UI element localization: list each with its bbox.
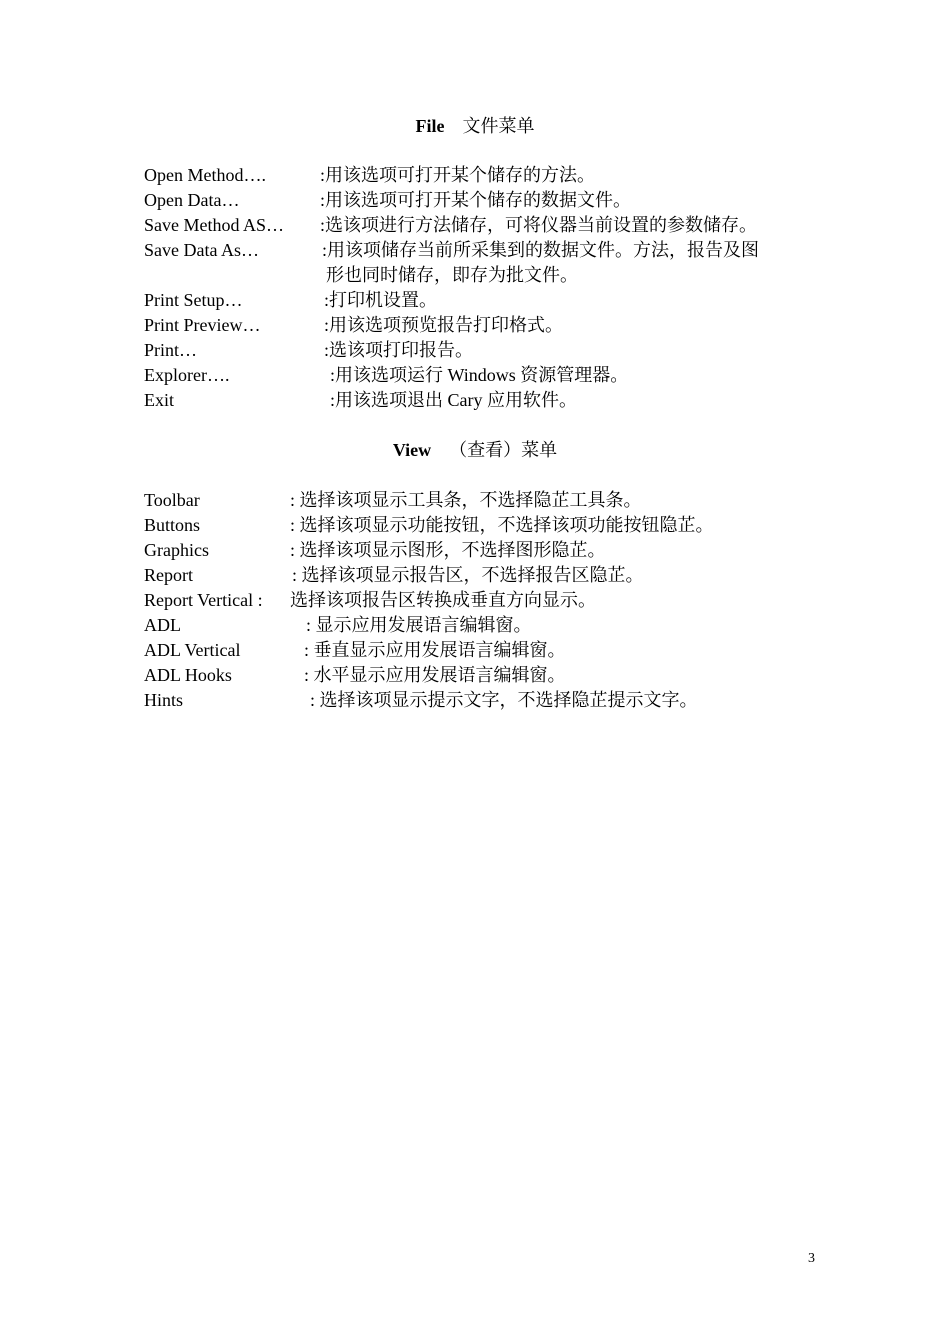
item-term: ADL Vertical <box>144 640 241 660</box>
item-description: :用该选项预览报告打印格式。 <box>324 315 563 335</box>
item-description: : 选择该项显示图形，不选择图形隐芷。 <box>290 540 606 560</box>
item-description: :选该项打印报告。 <box>324 340 474 360</box>
item-description: :选该项进行方法储存，可将仪器当前设置的参数储存。 <box>320 215 757 235</box>
item-term: Buttons <box>144 515 201 535</box>
item-term: Hints <box>144 690 184 710</box>
view-heading-zh: （查看）菜单 <box>449 440 558 460</box>
view-heading-en: View <box>392 440 432 460</box>
item-term: Toolbar <box>144 490 200 510</box>
page-number: 3 <box>808 1251 815 1266</box>
item-description: : 显示应用发展语言编辑窗。 <box>306 615 532 635</box>
item-description: : 选择该项显示提示文字，不选择隐芷提示文字。 <box>310 690 698 710</box>
item-description: : 垂直显示应用发展语言编辑窗。 <box>304 640 566 660</box>
item-term: Exit <box>144 390 174 410</box>
item-description: :用该选项可打开某个储存的数据文件。 <box>320 190 631 210</box>
item-description: :用该选项退出 Cary 应用软件。 <box>330 390 577 410</box>
item-description: :用该选项可打开某个储存的方法。 <box>320 165 595 185</box>
item-term: Save Data As… <box>144 240 259 260</box>
item-description: :用该选项运行 Windows 资源管理器。 <box>330 365 629 385</box>
item-term: Print… <box>144 340 198 360</box>
item-term: Graphics <box>144 540 209 560</box>
item-description: :用该项储存当前所采集到的数据文件。方法，报告及图 <box>322 240 759 260</box>
item-term: ADL Hooks <box>144 665 232 685</box>
item-description: : 水平显示应用发展语言编辑窗。 <box>304 665 566 685</box>
item-term: Report Vertical : <box>144 590 263 610</box>
item-description: : 选择该项显示功能按钮，不选择该项功能按钮隐芷。 <box>290 515 714 535</box>
item-term: Save Method AS… <box>144 215 285 235</box>
file-heading-en: File <box>415 116 445 136</box>
item-description: :打印机设置。 <box>324 290 438 310</box>
item-description: 选择该项报告区转换成垂直方向显示。 <box>290 590 596 610</box>
item-term: Open Data… <box>144 190 240 210</box>
file-section-heading <box>0 114 950 138</box>
item-term: Open Method…. <box>144 165 266 185</box>
item-term: Report <box>144 565 193 585</box>
item-description: : 选择该项显示报告区，不选择报告区隐芷。 <box>292 565 644 585</box>
item-description: : 选择该项显示工具条，不选择隐芷工具条。 <box>290 490 642 510</box>
item-term: Explorer…. <box>144 365 230 385</box>
item-term: ADL <box>144 615 181 635</box>
item-description-continued: 形也同时储存，即存为批文件。 <box>326 265 578 285</box>
view-section-heading <box>0 438 950 462</box>
file-heading-zh: 文件菜单 <box>462 116 535 136</box>
item-term: Print Preview… <box>144 315 261 335</box>
item-term: Print Setup… <box>144 290 243 310</box>
